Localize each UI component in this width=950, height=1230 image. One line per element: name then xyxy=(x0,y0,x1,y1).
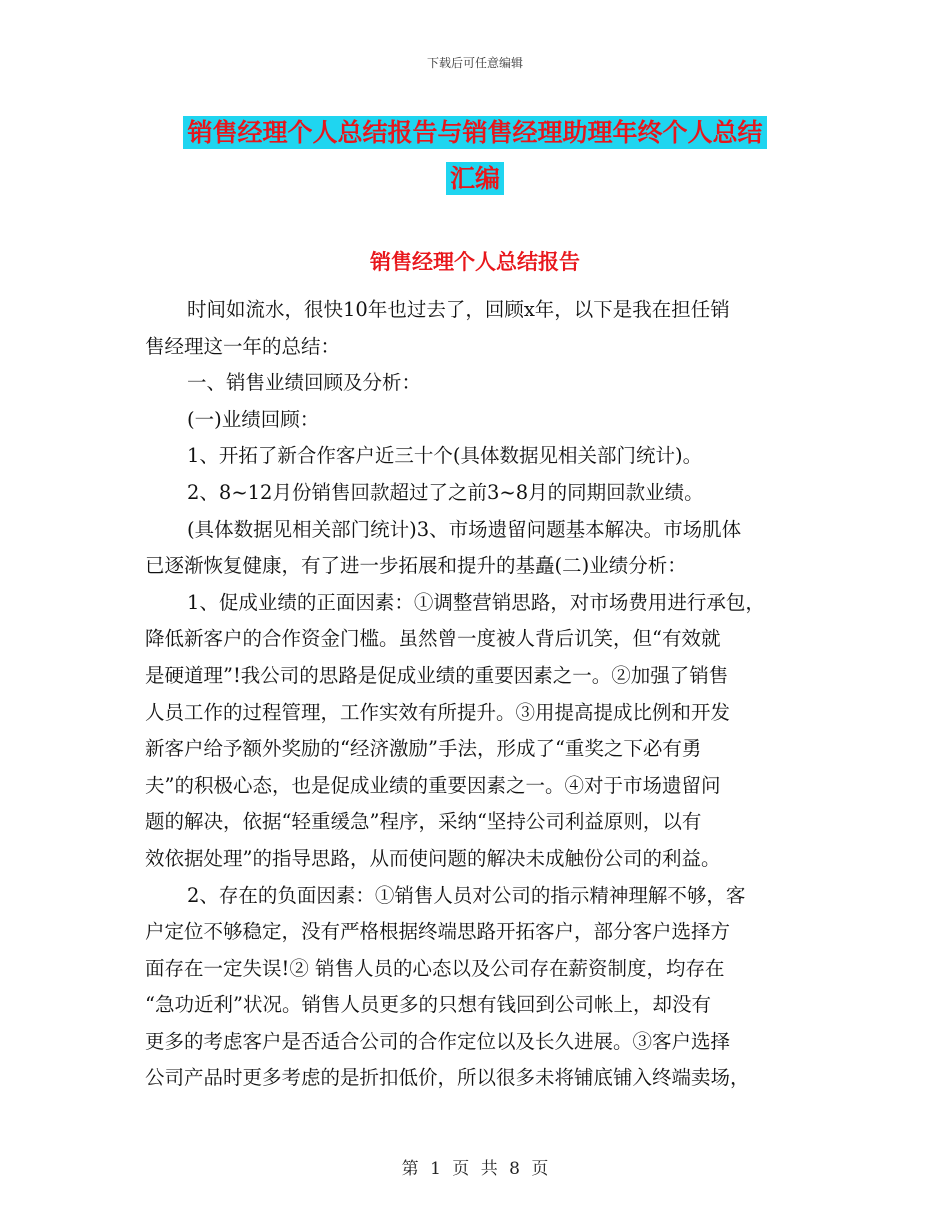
body-line: 2、存在的负面因素：①销售人员对公司的指示精神理解不够，客 xyxy=(187,883,746,907)
body-line: (一)业绩回顾： xyxy=(187,407,320,431)
document-title-line-1: 销售经理个人总结报告与销售经理助理年终个人总结 xyxy=(183,116,766,149)
body-line: 售经理这一年的总结： xyxy=(145,334,341,358)
body-line: “急功近利”状况。销售人员更多的只想有钱回到公司帐上，却没有 xyxy=(145,993,711,1017)
body-line: 人员工作的过程管理，工作实效有所提升。③用提高提成比例和开发 xyxy=(145,700,731,724)
body-line: 更多的考虑客户是否适合公司的合作定位以及长久进展。③客户选择 xyxy=(145,1029,731,1053)
section-title: 销售经理个人总结报告 xyxy=(370,250,580,274)
body-line: 已逐渐恢复健康，有了进一步拓展和提升的基矗(二)业绩分析： xyxy=(145,554,687,578)
body-line: 是硬道理”!我公司的思路是促成业绩的重要因素之一。②加强了销售 xyxy=(145,663,729,687)
body-line: 1、开拓了新合作客户近三十个(具体数据见相关部门统计)。 xyxy=(187,444,703,468)
body-line: 公司产品时更多考虑的是折扣低价，所以很多未将铺底铺入终端卖场， xyxy=(145,1066,750,1090)
body-line: 题的解决，依据“轻重缓急”程序，采纳“坚持公司利益原则，以有 xyxy=(145,810,702,834)
header-note: 下载后可任意编辑 xyxy=(426,56,523,70)
body-line: 夫”的积极心态，也是促成业绩的重要因素之一。④对于市场遗留问 xyxy=(145,773,721,797)
body-line: 面存在一定失误!② 销售人员的心态以及公司存在薪资制度，均存在 xyxy=(145,956,725,980)
page-footer: 第 1 页 共 8 页 xyxy=(401,1159,549,1179)
body-line: 降低新客户的合作资金门槛。虽然曾一度被人背后讥笑，但“有效就 xyxy=(145,627,721,651)
body-line: 一、销售业绩回顾及分析： xyxy=(187,371,422,395)
body-line: 1、促成业绩的正面因素：①调整营销思路，对市场费用进行承包， xyxy=(187,590,765,614)
body-line: 效依据处理”的指导思路，从而使问题的解决未成触份公司的利益。 xyxy=(145,846,721,870)
body-text xyxy=(145,292,809,1097)
body-line: (具体数据见相关部门统计)3、市场遗留问题基本解决。市场肌体 xyxy=(187,517,742,541)
body-line: 时间如流水，很快10年也过去了，回顾x年，以下是我在担任销 xyxy=(187,298,730,321)
document-title-line-2: 汇编 xyxy=(446,162,504,195)
document-title xyxy=(140,110,810,202)
body-line: 2、8~12月份销售回款超过了之前3~8月的同期回款业绩。 xyxy=(187,480,704,504)
body-line: 新客户给予额外奖励的“经济激励”手法，形成了“重奖之下必有勇 xyxy=(145,737,702,761)
body-line: 户定位不够稳定，没有严格根据终端思路开拓客户，部分客户选择方 xyxy=(145,920,731,944)
